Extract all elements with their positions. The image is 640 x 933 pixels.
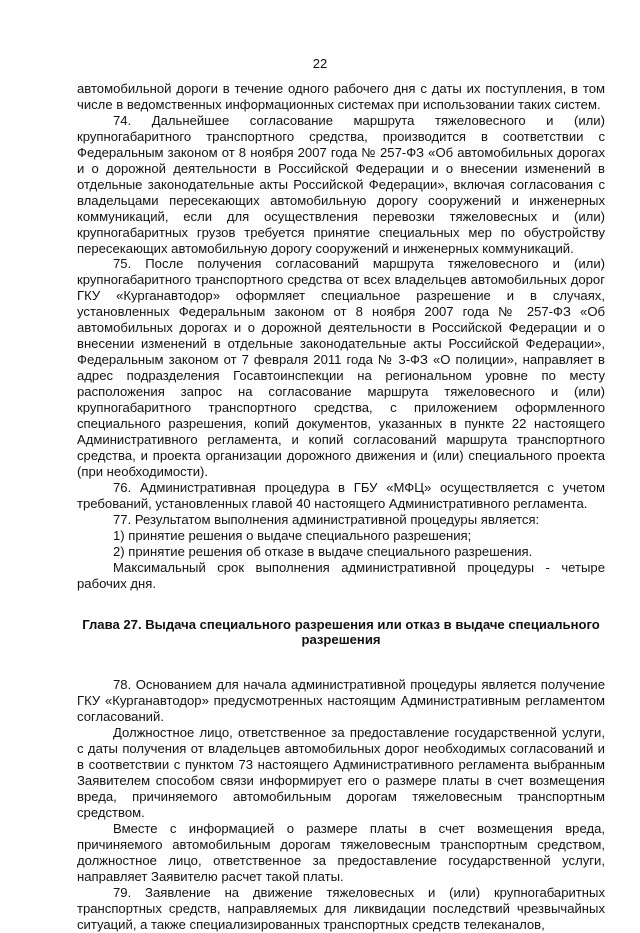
paragraph-78-official: Должностное лицо, ответственное за предоставление государственной услуги, с даты получения от владельцев автомобильных дорог необходимых согласований и в соответствии с пунктом 73 настоящего Административного регламента выбранным Заявителем способом связи информирует его о размере платы в счет возмещения вреда, причиняемого автомобильным дорогам тяжеловесным транспортным средством. — [77, 725, 605, 821]
paragraph-77-max-term: Максимальный срок выполнения административной процедуры - четыре рабочих дня. — [77, 559, 605, 591]
paragraph-continuation: автомобильной дороги в течение одного рабочего дня с даты их поступления, в том числе в ведомственных информационных системах при использовании таких систем. — [77, 81, 605, 112]
chapter-heading: Глава 27. Выдача специального разрешения или отказ в выдаче специального разрешения — [82, 616, 600, 648]
paragraph-77-item-1: 1) принятие решения о выдаче специального разрешения; — [113, 527, 472, 543]
paragraph-74: 74. Дальнейшее согласование маршрута тяжеловесного и (или) крупногабаритного транспортного средства, производится в соответствии с Федеральным законом от 8 ноября 2007 года № 257-ФЗ «Об автомобильных дорогах и о дорожной деятельности в Российской Федерации и о внесении изменений в отдельные законодательные акты Российской Федерации», включая согласования с владельцами пересекающих автомобильную дорогу сооружений и инженерных коммуникаций, если для осуществления перевозки тяжеловесных и (или) крупногабаритных грузов требуется принятие специальных мер по обустройству пересекающих автомобильную дорогу сооружений и инженерных коммуникаций. — [77, 112, 605, 256]
paragraph-77: 77. Результатом выполнения административной процедуры является: — [113, 511, 540, 527]
paragraph-78-together: Вместе с информацией о размере платы в счет возмещения вреда, причиняемого автомобильным дорогам тяжеловесным транспортным средством, должностное лицо, ответственное за предоставление государственной услуги, направляет Заявителю расчет такой платы. — [77, 820, 605, 884]
page-number: 22 — [312, 56, 328, 71]
paragraph-77-item-2: 2) принятие решения об отказе в выдаче специального разрешения. — [113, 543, 533, 559]
document-body — [77, 81, 605, 933]
paragraph-76: 76. Административная процедура в ГБУ «МФЦ» осуществляется с учетом требований, установленных главой 40 настоящего Административного регламента. — [77, 479, 605, 511]
paragraph-75: 75. После получения согласований маршрута тяжеловесного и (или) крупногабаритного транспортного средства от всех владельцев автомобильных дорог ГКУ «Курганавтодор» оформляет специальное разрешение и в случаях, установленных Федеральным законом от 8 ноября 2007 года № 257-ФЗ «Об автомобильных дорогах и о дорожной деятельности в Российской Федерации и о внесении изменений в отдельные законодательные акты Российской Федерации», Федеральным законом от 7 февраля 2011 года № 3-ФЗ «О полиции», направляет в адрес подразделения Госавтоинспекции на региональном уровне по месту расположения запрос на согласование маршрута тяжеловесного и (или) крупногабаритного транспортного средства, с приложением оформленного специального разрешения, копий документов, указанных в пункте 22 настоящего Административного регламента, и копий согласований маршрута транспортного средства, и проекта организации дорожного движения и (или) специального проекта (при необходимости). — [77, 256, 605, 479]
paragraph-78: 78. Основанием для начала административной процедуры является получение ГКУ «Курганавтодор» предусмотренных настоящим Административным регламентом согласований. — [77, 677, 605, 725]
paragraph-79: 79. Заявление на движение тяжеловесных и (или) крупногабаритных транспортных средств, направляемых для ликвидации последствий чрезвычайных ситуаций, а также специализированных транспортных средств телеканалов, — [77, 884, 605, 932]
